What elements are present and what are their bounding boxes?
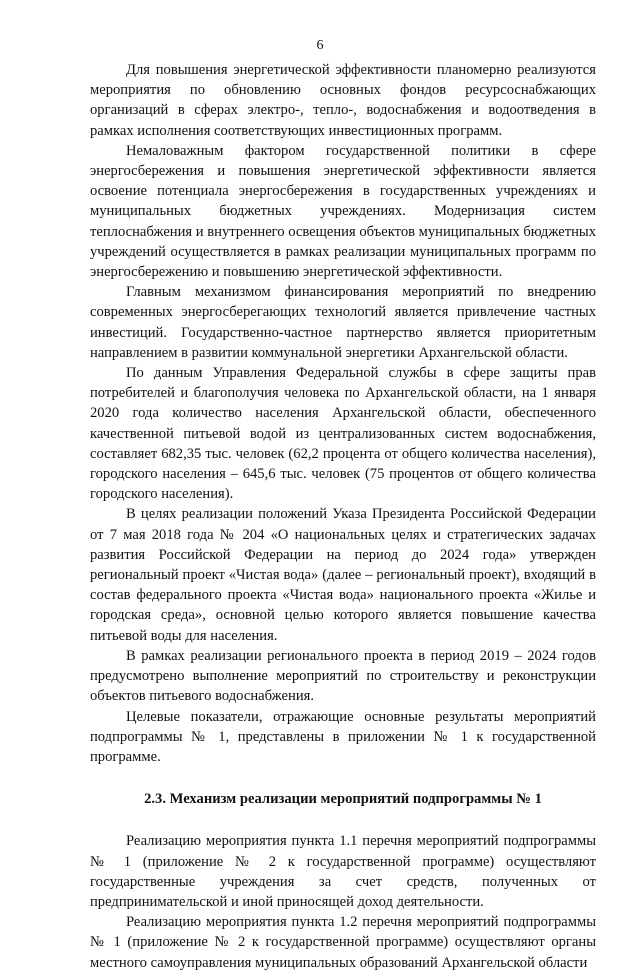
paragraph-measure-1-2: Реализацию мероприятия пункта 1.2 перечня мероприятий подпрограммы № 1 (приложение № 2 к государственной программе) осуществляют органы местного самоуправления муниципальных образований Архангельской области [90,914,596,971]
paragraph-measure-1-1: Реализацию мероприятия пункта 1.1 перечня мероприятий подпрограммы № 1 (приложение № 2 к государственной программе) осуществляют государственные учреждения за счет средств, полученных от предпринимательской и иной приносящей доход деятельности. [90,833,596,910]
paragraph-clean-water-project: В целях реализации положений Указа Президента Российской Федерации от 7 мая 2018 года № 204 «О национальных целях и стратегических задачах развития Российской Федерации на период до 2024 года» утвержден региональный проект «Чистая вода» (далее – региональный проект), входящий в состав федерального проекта «Чистая вода» национального проекта «Жилье и городская среда», основной целью которого является повышение качества питьевой воды для населения. [90,506,596,644]
paragraph-financing-mechanism: Главным механизмом финансирования мероприятий по внедрению современных энергосберегающих технологий является привлечение частных инвестиций. Государственно-частное партнерство является приоритетным направлением в развитии коммунальной энергетики Архангельской области. [90,284,596,361]
paragraph-state-policy: Немаловажным фактором государственной политики в сфере энергосбережения и повышения энергетической эффективности является освоение потенциала энергосбережения в государственных учреждениях и муниципальных бюджетных учреждениях. Модернизация систем теплоснабжения и внутреннего освещения объектов муниципальных бюджетных учреждений осуществляется в рамках реализации муниципальных программ по энергосбережению и повышению энергетической эффективности. [90,142,597,281]
section-heading: 2.3. Механизм реализации мероприятий подпрограммы № 1 [144,791,542,808]
document-body [90,60,596,973]
paragraph-energy-efficiency: Для повышения энергетической эффективности планомерно реализуются мероприятия по обновлению основных фондов ресурсоснабжающих организаций в сферах электро-, тепло-, водоснабжения и водоотведения в рамках исполнения соответствующих инвестиционных программ. [90,62,596,139]
paragraph-regional-project-period: В рамках реализации регионального проекта в период 2019 – 2024 годов предусмотрено выполнение мероприятий по строительству и реконструкции объектов питьевого водоснабжения. [90,647,596,705]
page-number: 6 [316,38,324,53]
paragraph-water-supply-statistics: По данным Управления Федеральной службы в сфере защиты прав потребителей и благополучия человека по Архангельской области, на 1 января 2020 года количество населения Архангельской области, обеспеченного качественной питьевой водой из централизованных систем водоснабжения, составляет 682,35 тыс. человек (62,2 процента от общего количества населения), городского населения – 645,6 тыс. человек (75 процентов от общего количества городского населения). [90,365,596,503]
paragraph-target-indicators: Целевые показатели, отражающие основные результаты мероприятий подпрограммы № 1, представлены в приложении № 1 к государственной программе. [90,708,596,765]
